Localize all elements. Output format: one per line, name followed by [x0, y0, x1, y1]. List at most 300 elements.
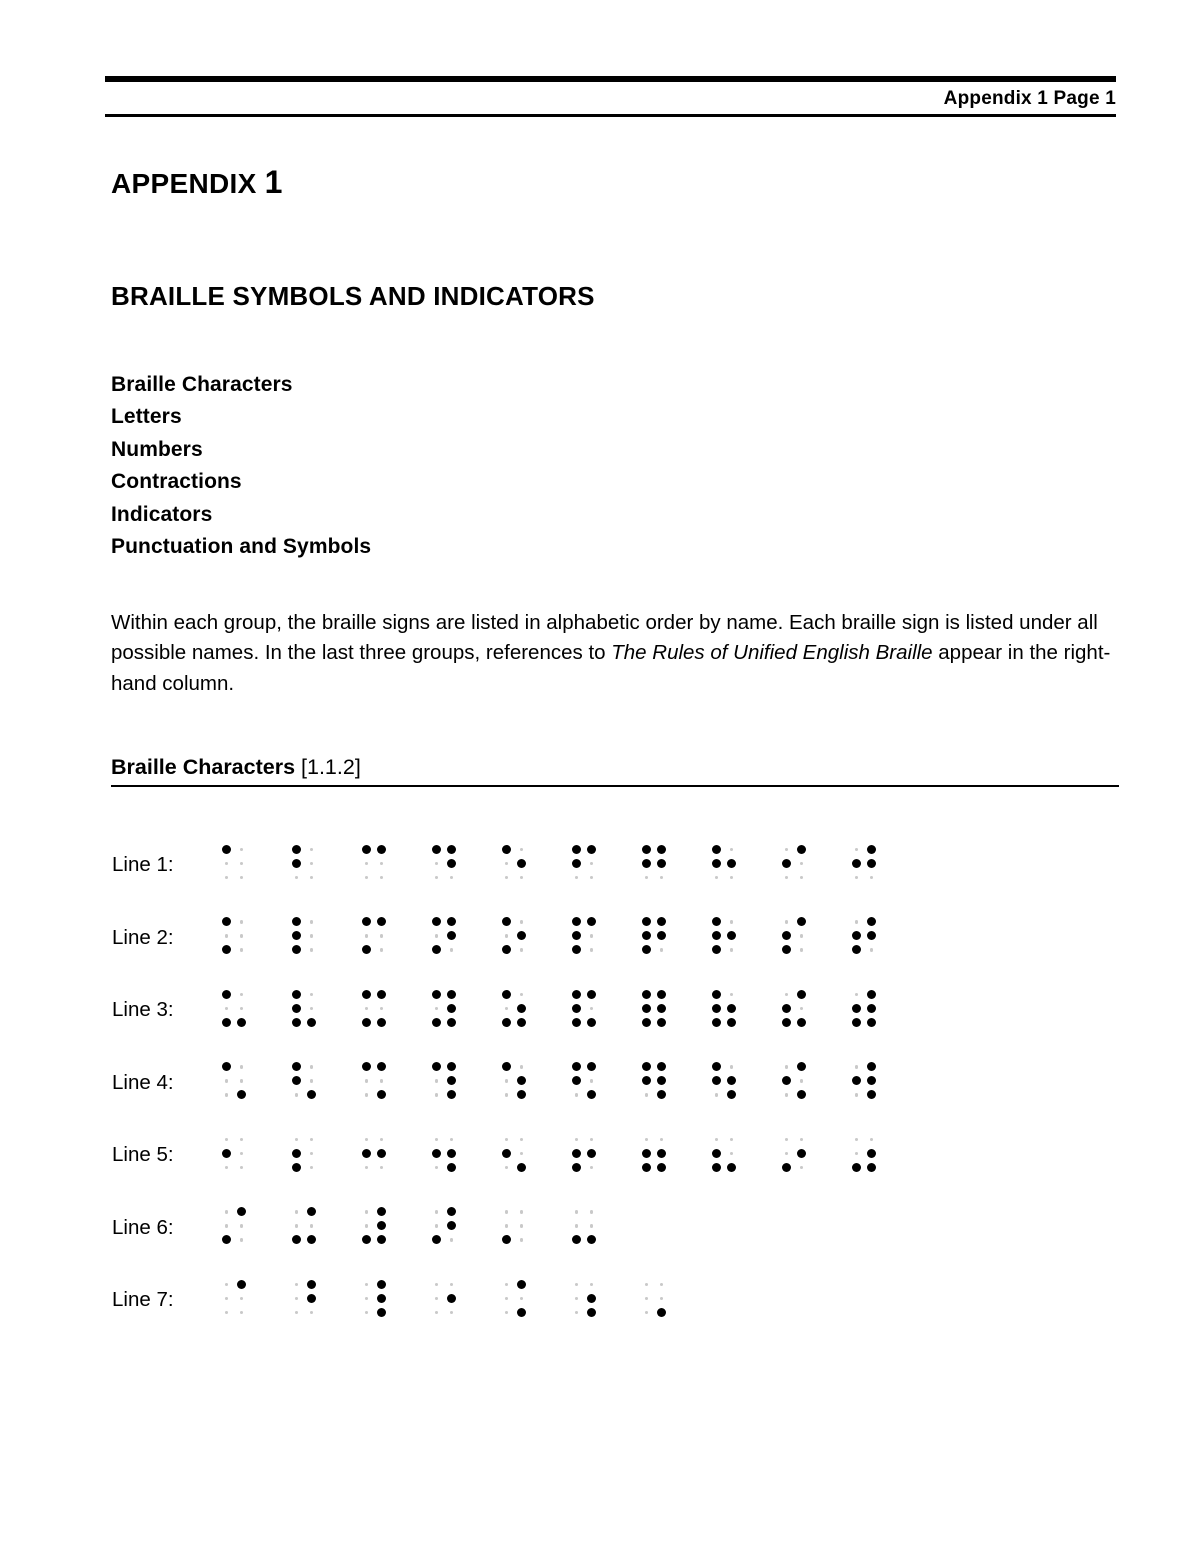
braille-dot-6-empty [450, 876, 454, 880]
braille-dot-2-empty [505, 934, 509, 938]
braille-cell-slot [778, 1264, 848, 1337]
braille-dot-5-empty [310, 1152, 314, 1156]
braille-cell [569, 843, 595, 883]
braille-cell-slot [848, 902, 918, 975]
braille-dot-6-empty [450, 1238, 454, 1242]
braille-dot-4-filled [307, 1207, 316, 1216]
section-heading-title: Braille Characters [111, 755, 296, 779]
braille-dot-1-empty [505, 1210, 509, 1214]
braille-cell-slot [638, 1047, 708, 1120]
braille-line-row [111, 829, 918, 902]
braille-dot-5-filled [727, 859, 736, 868]
braille-dot-4-filled [517, 1280, 526, 1289]
braille-dot-6-empty [520, 1238, 524, 1242]
braille-cell [499, 843, 525, 883]
braille-dot-4-filled [377, 990, 386, 999]
braille-dot-4-filled [867, 917, 876, 926]
braille-dot-5-empty [730, 1152, 734, 1156]
braille-dot-1-filled [642, 990, 651, 999]
braille-dot-6-empty [520, 948, 524, 952]
braille-cell-slot [778, 1047, 848, 1120]
braille-cell-slot [568, 1192, 638, 1265]
braille-dot-4-filled [657, 917, 666, 926]
braille-dot-4-empty [310, 1138, 314, 1142]
braille-dot-2-filled [852, 1076, 861, 1085]
braille-dot-4-empty [240, 993, 244, 997]
braille-cell [849, 988, 875, 1028]
braille-dot-1-filled [712, 845, 721, 854]
braille-dot-6-empty [310, 1166, 314, 1170]
braille-cell-slot [708, 1047, 778, 1120]
braille-dot-3-filled [292, 1235, 301, 1244]
braille-dot-1-empty [435, 1283, 439, 1287]
braille-cell-slot [358, 902, 428, 975]
braille-dot-3-filled [782, 1018, 791, 1027]
braille-dot-1-filled [432, 990, 441, 999]
braille-dot-4-empty [520, 1210, 524, 1214]
contents-item-indicators: Indicators [111, 502, 213, 526]
braille-dot-4-filled [447, 1207, 456, 1216]
braille-cell [289, 1278, 315, 1318]
braille-dot-5-filled [867, 859, 876, 868]
braille-dot-5-empty [310, 862, 314, 866]
braille-cell-slot [568, 1264, 638, 1337]
braille-dot-4-empty [730, 848, 734, 852]
braille-dot-2-empty [365, 1297, 369, 1301]
braille-dot-3-filled [222, 1235, 231, 1244]
braille-dot-2-empty [505, 862, 509, 866]
braille-cell-slot [428, 974, 498, 1047]
braille-dot-4-filled [447, 845, 456, 854]
braille-dot-4-empty [240, 1065, 244, 1069]
braille-dot-5-empty [310, 1224, 314, 1228]
braille-dot-4-empty [310, 920, 314, 924]
braille-line-label: Line 5: [112, 1143, 174, 1167]
braille-cell-slot [358, 974, 428, 1047]
braille-cell [499, 988, 525, 1028]
braille-dot-4-empty [380, 1138, 384, 1142]
braille-dot-2-filled [292, 1076, 301, 1085]
braille-dot-2-filled [502, 1149, 511, 1158]
braille-dot-6-filled [377, 1090, 386, 1099]
intro-text-part1: Within each group, the braille signs are listed in alphabetic order by name. Each braille sign is listed under all possible names. In the last three groups, references to [111, 610, 1098, 664]
braille-dot-1-filled [432, 1062, 441, 1071]
braille-cell-slot [778, 829, 848, 902]
braille-dot-1-filled [222, 990, 231, 999]
braille-dot-2-filled [362, 1149, 371, 1158]
braille-dot-6-filled [727, 1163, 736, 1172]
braille-dot-4-filled [377, 1062, 386, 1071]
braille-dot-3-empty [225, 1166, 229, 1170]
braille-cell-slot [638, 1192, 708, 1265]
braille-dot-2-empty [575, 1224, 579, 1228]
braille-dot-6-empty [240, 948, 244, 952]
braille-cell-slot [218, 1192, 288, 1265]
braille-dot-3-empty [505, 1311, 509, 1315]
braille-dot-4-empty [450, 1283, 454, 1287]
intro-text-part2: appear in the right-hand column. [111, 641, 1111, 695]
braille-cell [569, 1205, 595, 1245]
braille-dot-1-empty [785, 1065, 789, 1069]
braille-dot-1-filled [362, 990, 371, 999]
braille-dot-2-filled [712, 1149, 721, 1158]
braille-dot-1-empty [855, 1065, 859, 1069]
braille-dot-6-filled [517, 1163, 526, 1172]
braille-cell-slot [498, 829, 568, 902]
braille-cell-slot [288, 974, 358, 1047]
braille-dot-5-empty [590, 1079, 594, 1083]
braille-cell [499, 1133, 525, 1173]
braille-dot-6-filled [447, 1090, 456, 1099]
braille-dot-4-empty [520, 1138, 524, 1142]
braille-dot-2-filled [712, 859, 721, 868]
braille-dot-3-filled [572, 1235, 581, 1244]
braille-dot-1-empty [785, 848, 789, 852]
braille-dot-2-empty [225, 1079, 229, 1083]
braille-cell-slot [638, 974, 708, 1047]
braille-cell [289, 988, 315, 1028]
braille-dot-5-filled [517, 931, 526, 940]
braille-dot-6-empty [240, 1238, 244, 1242]
braille-dot-4-filled [587, 917, 596, 926]
braille-cell-slot [288, 829, 358, 902]
braille-dot-6-filled [447, 1018, 456, 1027]
header-rule-thin [105, 114, 1116, 117]
braille-cell [219, 915, 245, 955]
braille-dot-2-filled [292, 859, 301, 868]
braille-dot-2-filled [642, 1004, 651, 1013]
braille-cell [219, 1278, 245, 1318]
braille-dot-1-empty [645, 1283, 649, 1287]
braille-dot-2-empty [435, 862, 439, 866]
braille-dot-5-filled [657, 1149, 666, 1158]
braille-dot-3-filled [292, 945, 301, 954]
braille-cell-slot [498, 1192, 568, 1265]
braille-cell-slot [428, 1047, 498, 1120]
braille-cell-slot [638, 1264, 708, 1337]
braille-cell [779, 1133, 805, 1173]
braille-dot-3-empty [715, 1093, 719, 1097]
braille-cell-slot [778, 1192, 848, 1265]
braille-dot-5-empty [240, 1007, 244, 1011]
braille-cell-slot [848, 1047, 918, 1120]
braille-dot-2-filled [782, 931, 791, 940]
contents-item-contractions: Contractions [111, 470, 242, 493]
braille-cell-slot [638, 829, 708, 902]
braille-dot-5-empty [800, 862, 804, 866]
braille-line-label: Line 1: [112, 853, 174, 877]
braille-cell [709, 988, 735, 1028]
braille-cell-slot [708, 1264, 778, 1337]
braille-cell [359, 1278, 385, 1318]
braille-dot-6-empty [450, 948, 454, 952]
braille-dot-6-filled [867, 1163, 876, 1172]
braille-dot-2-filled [572, 1076, 581, 1085]
braille-cell [639, 1133, 665, 1173]
braille-dot-3-filled [712, 1018, 721, 1027]
braille-dot-4-empty [520, 1065, 524, 1069]
intro-paragraph [111, 608, 1119, 700]
braille-dot-6-filled [237, 1018, 246, 1027]
appendix-title [111, 162, 1121, 202]
braille-dot-6-empty [590, 876, 594, 880]
braille-dot-2-filled [782, 1076, 791, 1085]
braille-dot-1-empty [295, 1138, 299, 1142]
braille-dot-5-filled [307, 1294, 316, 1303]
braille-dot-1-filled [572, 845, 581, 854]
braille-dot-5-empty [520, 1297, 524, 1301]
braille-dot-3-empty [365, 1311, 369, 1315]
braille-dot-3-empty [645, 1311, 649, 1315]
braille-dot-5-filled [447, 1004, 456, 1013]
braille-dot-2-filled [572, 931, 581, 940]
braille-dot-4-filled [587, 845, 596, 854]
braille-dot-4-empty [660, 1283, 664, 1287]
braille-cell-slot [498, 974, 568, 1047]
braille-dot-5-filled [447, 1294, 456, 1303]
contents-item-punctuation-and-symbols: Punctuation and Symbols [111, 535, 372, 558]
braille-dot-6-empty [730, 876, 734, 880]
page-title: BRAILLE SYMBOLS AND INDICATORS [111, 281, 595, 311]
braille-line-label: Line 7: [112, 1288, 174, 1312]
braille-dot-4-filled [797, 845, 806, 854]
braille-dot-1-filled [712, 917, 721, 926]
braille-dot-5-filled [867, 1149, 876, 1158]
braille-dot-6-empty [240, 876, 244, 880]
braille-cell [639, 988, 665, 1028]
braille-dot-3-filled [502, 945, 511, 954]
braille-dot-4-filled [377, 845, 386, 854]
braille-dot-6-filled [657, 1018, 666, 1027]
braille-dot-6-filled [517, 1090, 526, 1099]
braille-dot-6-filled [587, 1018, 596, 1027]
braille-cell [289, 915, 315, 955]
braille-dot-2-empty [855, 1152, 859, 1156]
braille-dot-2-empty [225, 1224, 229, 1228]
braille-dot-2-filled [642, 859, 651, 868]
braille-dot-3-empty [435, 1093, 439, 1097]
braille-dot-5-empty [240, 1297, 244, 1301]
braille-dot-1-filled [222, 845, 231, 854]
braille-dot-3-filled [502, 1235, 511, 1244]
braille-dot-6-empty [240, 1311, 244, 1315]
braille-dot-6-empty [800, 948, 804, 952]
braille-dot-4-filled [587, 990, 596, 999]
braille-line-label: Line 3: [112, 998, 174, 1022]
braille-dot-3-empty [295, 1093, 299, 1097]
braille-dot-5-empty [800, 1007, 804, 1011]
braille-dot-3-empty [855, 876, 859, 880]
braille-cell-slot [498, 1119, 568, 1192]
braille-dot-1-empty [225, 1138, 229, 1142]
braille-dot-1-empty [575, 1283, 579, 1287]
braille-cell-slot [848, 1264, 918, 1337]
braille-line-row [111, 1192, 918, 1265]
braille-cell-slot [288, 1047, 358, 1120]
braille-dot-6-filled [377, 1308, 386, 1317]
braille-dot-2-empty [295, 1297, 299, 1301]
braille-dot-4-filled [657, 845, 666, 854]
braille-cell [219, 1205, 245, 1245]
braille-dot-1-filled [222, 1062, 231, 1071]
braille-dot-6-empty [800, 1166, 804, 1170]
braille-line-label: Line 4: [112, 1070, 174, 1094]
braille-cell [709, 1133, 735, 1173]
braille-dot-1-empty [505, 1283, 509, 1287]
braille-cell [849, 915, 875, 955]
braille-dot-3-empty [225, 1311, 229, 1315]
braille-cell [359, 843, 385, 883]
braille-dot-1-empty [575, 1210, 579, 1214]
braille-dot-1-empty [365, 1210, 369, 1214]
braille-dot-5-empty [310, 1079, 314, 1083]
braille-cell [709, 1060, 735, 1100]
braille-dot-1-empty [785, 1138, 789, 1142]
braille-dot-5-empty [310, 1007, 314, 1011]
braille-dot-6-filled [867, 1018, 876, 1027]
braille-dot-6-empty [590, 948, 594, 952]
braille-dot-3-empty [435, 876, 439, 880]
braille-dot-2-empty [435, 934, 439, 938]
braille-cell [569, 915, 595, 955]
braille-line-row [111, 974, 918, 1047]
braille-dot-4-empty [310, 848, 314, 852]
braille-cell-slot [218, 902, 288, 975]
braille-dot-4-empty [520, 920, 524, 924]
braille-dot-3-filled [642, 1163, 651, 1172]
braille-cell [709, 843, 735, 883]
braille-dot-1-empty [855, 848, 859, 852]
braille-dot-1-empty [225, 1210, 229, 1214]
braille-dot-2-filled [852, 859, 861, 868]
braille-cell-slot [568, 829, 638, 902]
braille-dot-5-empty [240, 934, 244, 938]
braille-dot-5-filled [867, 1076, 876, 1085]
braille-cell [219, 988, 245, 1028]
braille-dot-3-empty [575, 876, 579, 880]
braille-dot-4-empty [730, 993, 734, 997]
braille-dot-1-filled [292, 1062, 301, 1071]
braille-dot-6-filled [307, 1090, 316, 1099]
braille-dot-4-empty [310, 1065, 314, 1069]
braille-dot-1-empty [435, 1210, 439, 1214]
braille-dot-6-filled [377, 1235, 386, 1244]
braille-dot-1-filled [712, 990, 721, 999]
braille-cell-slot [638, 1119, 708, 1192]
braille-dot-1-empty [855, 993, 859, 997]
braille-cell-slot [428, 902, 498, 975]
braille-dot-4-empty [240, 848, 244, 852]
braille-dot-5-empty [660, 1297, 664, 1301]
braille-dot-3-empty [435, 1311, 439, 1315]
braille-dot-6-empty [310, 948, 314, 952]
braille-dot-2-filled [782, 1004, 791, 1013]
braille-dot-4-filled [867, 845, 876, 854]
braille-dot-5-empty [590, 1007, 594, 1011]
braille-line-row [111, 1264, 918, 1337]
braille-dot-1-filled [502, 990, 511, 999]
braille-dot-3-empty [505, 876, 509, 880]
contents-item-numbers: Numbers [111, 437, 203, 461]
braille-cell-slot [218, 1264, 288, 1337]
braille-cell-slot [428, 1119, 498, 1192]
braille-dot-5-filled [517, 859, 526, 868]
braille-dot-2-empty [365, 934, 369, 938]
braille-dot-6-filled [447, 1163, 456, 1172]
braille-line-label: Line 6: [112, 1215, 174, 1239]
braille-dot-4-empty [450, 1138, 454, 1142]
braille-cell-slot [428, 1192, 498, 1265]
braille-cell-slot [778, 974, 848, 1047]
braille-cell [359, 1133, 385, 1173]
braille-cell [429, 988, 455, 1028]
braille-cell [429, 915, 455, 955]
braille-dot-1-empty [365, 1138, 369, 1142]
braille-dot-6-empty [380, 876, 384, 880]
braille-dot-1-filled [362, 845, 371, 854]
braille-cell-slot [638, 902, 708, 975]
braille-cell-slot [358, 1192, 428, 1265]
braille-dot-3-filled [572, 945, 581, 954]
braille-dot-2-filled [292, 1004, 301, 1013]
braille-dot-5-filled [797, 1149, 806, 1158]
braille-cell [359, 1060, 385, 1100]
braille-cell-slot [218, 1119, 288, 1192]
braille-dot-2-filled [642, 1149, 651, 1158]
braille-dot-6-empty [520, 876, 524, 880]
braille-dot-3-filled [852, 1018, 861, 1027]
braille-dot-6-filled [657, 1308, 666, 1317]
braille-dot-4-filled [867, 990, 876, 999]
braille-dot-2-empty [225, 934, 229, 938]
braille-dot-4-filled [237, 1207, 246, 1216]
braille-dot-4-filled [237, 1280, 246, 1289]
braille-dot-6-empty [660, 948, 664, 952]
braille-dot-2-filled [572, 859, 581, 868]
braille-dot-6-empty [240, 1166, 244, 1170]
braille-cell-slot [708, 902, 778, 975]
braille-dot-2-empty [295, 1224, 299, 1228]
braille-cell-slot [568, 1047, 638, 1120]
braille-dot-3-empty [575, 1311, 579, 1315]
braille-dot-1-filled [572, 990, 581, 999]
braille-dot-5-empty [380, 1079, 384, 1083]
braille-cell-slot [288, 1264, 358, 1337]
braille-dot-4-empty [590, 1283, 594, 1287]
braille-dot-5-filled [377, 1294, 386, 1303]
braille-dot-2-filled [712, 931, 721, 940]
braille-cell-slot [708, 974, 778, 1047]
braille-cell-slot [708, 829, 778, 902]
braille-dot-4-empty [800, 1138, 804, 1142]
braille-cell-slot [848, 974, 918, 1047]
braille-cell [709, 915, 735, 955]
braille-cell-slot [428, 1264, 498, 1337]
braille-dot-4-empty [730, 920, 734, 924]
braille-dot-5-filled [587, 1294, 596, 1303]
braille-dot-5-filled [587, 1149, 596, 1158]
braille-cell [499, 1060, 525, 1100]
braille-dot-6-filled [307, 1018, 316, 1027]
braille-dot-6-empty [380, 948, 384, 952]
braille-dot-4-empty [590, 1210, 594, 1214]
braille-dot-4-filled [447, 917, 456, 926]
intro-cited-title: The Rules of Unified English Braille [611, 641, 933, 664]
braille-dot-4-filled [377, 1207, 386, 1216]
contents-item-braille-characters: Braille Characters [111, 372, 293, 396]
braille-dot-3-empty [575, 1093, 579, 1097]
braille-cell-slot [848, 1192, 918, 1265]
